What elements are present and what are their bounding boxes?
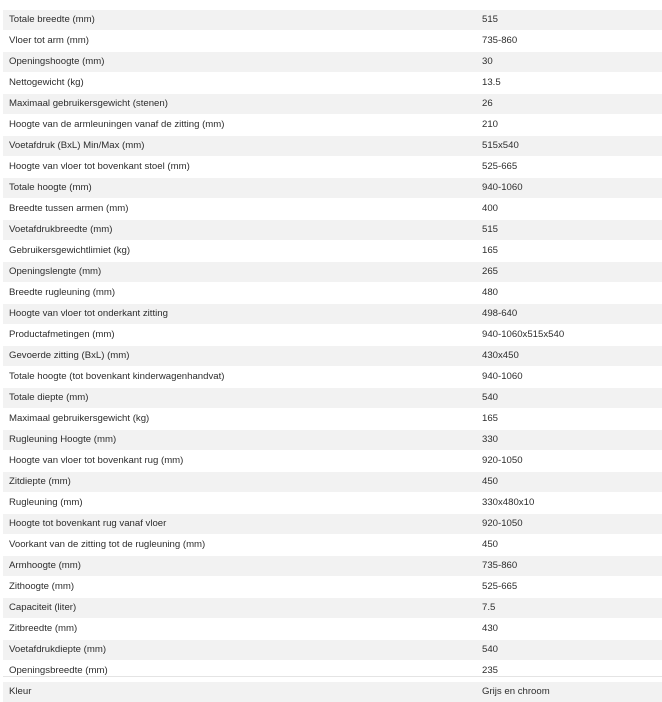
specifications-body [3,10,662,702]
spec-row [3,115,662,136]
spec-label: Zitbreedte (mm) [3,619,476,640]
spec-row [3,577,662,598]
spec-row [3,157,662,178]
spec-label: Totale hoogte (mm) [3,178,476,199]
spec-value: 525-665 [476,157,662,178]
spec-value: 735-860 [476,556,662,577]
spec-value: 735-860 [476,31,662,52]
spec-row [3,136,662,157]
spec-row [3,262,662,283]
spec-row [3,493,662,514]
table-bottom-divider [3,676,662,677]
spec-row [3,241,662,262]
spec-label: Hoogte tot bovenkant rug vanaf vloer [3,514,476,535]
spec-row [3,556,662,577]
spec-value: 430 [476,619,662,640]
spec-value: 330 [476,430,662,451]
spec-label: Maximaal gebruikersgewicht (kg) [3,409,476,430]
spec-value: 515x540 [476,136,662,157]
spec-value: 920-1050 [476,514,662,535]
spec-label: Hoogte van de armleuningen vanaf de zitting (mm) [3,115,476,136]
spec-value: Grijs en chroom [476,682,662,702]
spec-value: 165 [476,241,662,262]
spec-row [3,178,662,199]
spec-value: 525-665 [476,577,662,598]
spec-row [3,283,662,304]
spec-value: 940-1060x515x540 [476,325,662,346]
spec-value: 940-1060 [476,367,662,388]
spec-label: Totale diepte (mm) [3,388,476,409]
spec-label: Breedte rugleuning (mm) [3,283,476,304]
spec-row [3,304,662,325]
spec-value: 480 [476,283,662,304]
spec-row [3,472,662,493]
spec-label: Nettogewicht (kg) [3,73,476,94]
spec-label: Hoogte van vloer tot bovenkant stoel (mm) [3,157,476,178]
spec-value: 330x480x10 [476,493,662,514]
spec-label: Zithoogte (mm) [3,577,476,598]
spec-value: 30 [476,52,662,73]
spec-label: Productafmetingen (mm) [3,325,476,346]
spec-value: 450 [476,535,662,556]
spec-label: Gebruikersgewichtlimiet (kg) [3,241,476,262]
spec-row [3,661,662,682]
spec-row [3,94,662,115]
spec-value: 7.5 [476,598,662,619]
spec-label: Capaciteit (liter) [3,598,476,619]
spec-row [3,31,662,52]
spec-label: Openingshoogte (mm) [3,52,476,73]
spec-value: 13.5 [476,73,662,94]
spec-row [3,325,662,346]
specifications-table [3,9,662,702]
spec-label: Voetafdrukdiepte (mm) [3,640,476,661]
spec-row [3,346,662,367]
spec-row [3,640,662,661]
spec-label: Hoogte van vloer tot onderkant zitting [3,304,476,325]
spec-label: Hoogte van vloer tot bovenkant rug (mm) [3,451,476,472]
spec-row [3,199,662,220]
spec-value: 400 [476,199,662,220]
spec-label: Rugleuning Hoogte (mm) [3,430,476,451]
spec-row [3,535,662,556]
spec-label: Openingsbreedte (mm) [3,661,476,682]
spec-label: Armhoogte (mm) [3,556,476,577]
spec-label: Breedte tussen armen (mm) [3,199,476,220]
spec-label: Rugleuning (mm) [3,493,476,514]
spec-value: 515 [476,220,662,241]
spec-row [3,682,662,702]
spec-value: 540 [476,388,662,409]
spec-row [3,619,662,640]
spec-value: 940-1060 [476,178,662,199]
spec-value: 430x450 [476,346,662,367]
spec-value: 265 [476,262,662,283]
spec-label: Gevoerde zitting (BxL) (mm) [3,346,476,367]
spec-row [3,10,662,31]
spec-row [3,73,662,94]
spec-label: Voetafdrukbreedte (mm) [3,220,476,241]
spec-label: Kleur [3,682,476,702]
spec-row [3,388,662,409]
spec-label: Totale breedte (mm) [3,10,476,31]
spec-value: 920-1050 [476,451,662,472]
spec-value: 165 [476,409,662,430]
spec-value: 235 [476,661,662,682]
spec-row [3,514,662,535]
spec-value: 210 [476,115,662,136]
spec-row [3,367,662,388]
spec-row [3,52,662,73]
spec-label: Zitdiepte (mm) [3,472,476,493]
spec-value: 450 [476,472,662,493]
spec-row [3,220,662,241]
spec-label: Voetafdruk (BxL) Min/Max (mm) [3,136,476,157]
spec-row [3,430,662,451]
spec-row [3,598,662,619]
spec-value: 540 [476,640,662,661]
spec-value: 498-640 [476,304,662,325]
spec-row [3,409,662,430]
spec-row [3,451,662,472]
spec-label: Maximaal gebruikersgewicht (stenen) [3,94,476,115]
spec-label: Totale hoogte (tot bovenkant kinderwagenhandvat) [3,367,476,388]
spec-label: Vloer tot arm (mm) [3,31,476,52]
spec-value: 515 [476,10,662,31]
spec-label: Openingslengte (mm) [3,262,476,283]
spec-value: 26 [476,94,662,115]
spec-label: Voorkant van de zitting tot de rugleuning (mm) [3,535,476,556]
